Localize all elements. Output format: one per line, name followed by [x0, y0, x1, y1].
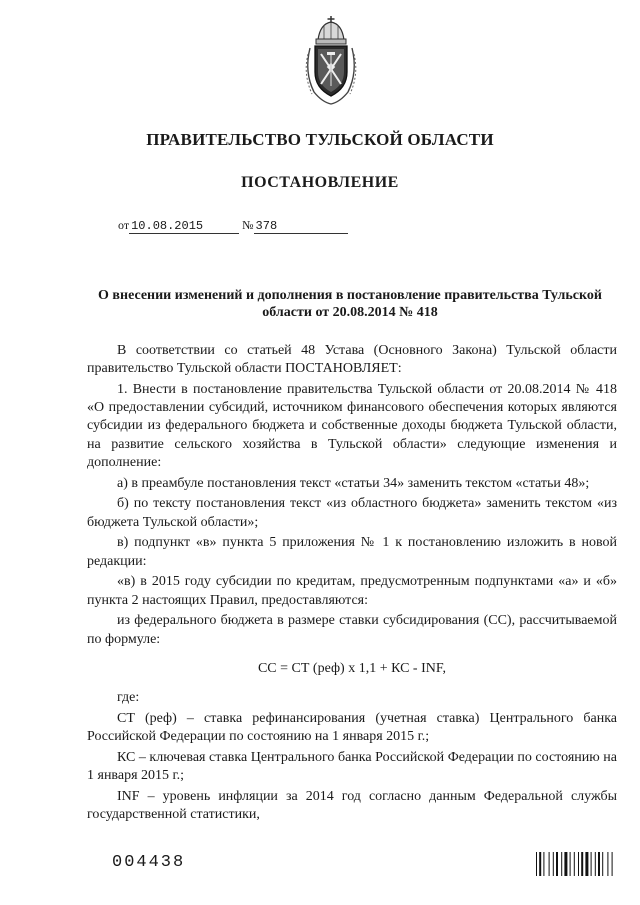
barcode-icon	[536, 852, 622, 876]
paragraph: СТ (реф) – ставка рефинансирования (учетная ставка) Центрального банка Российской Федерации по состоянию на 1 января 2015 г.;	[87, 710, 617, 745]
paragraph: б) по тексту постановления текст «из областного бюджета» заменить текстом «из бюджета Тульской области»;	[87, 496, 617, 530]
government-title: ПРАВИТЕЛЬСТВО ТУЛЬСКОЙ ОБЛАСТИ	[146, 130, 494, 149]
serial-number: 004438	[112, 853, 186, 872]
paragraph: из федерального бюджета в размере ставки субсидирования (СС), рассчитываемой по формуле:	[87, 613, 617, 647]
number-prefix: №	[242, 218, 254, 232]
paragraph: а) в преамбуле постановления текст «статьи 34» заменить текстом «статьи 48»;	[117, 475, 590, 491]
decree-subject: О внесении изменений и дополнения в постановление правительства Тульской области от 20.08.2014 № 418	[98, 288, 602, 320]
paragraph: INF – уровень инфляции за 2014 год согласно данным Федеральной службы государственной статистики,	[87, 788, 617, 823]
paragraph: где:	[117, 690, 140, 706]
paragraph: «в) в 2015 году субсидии по кредитам, предусмотренным подпунктами «а» и «б» пункта 2 настоящих Правил, предоставляются:	[87, 574, 617, 608]
paragraph: В соответствии со статьей 48 Устава (Основного Закона) Тульской области правительство Тульской области ПОСТАНОВЛЯЕТ:	[87, 343, 617, 377]
document-type: ПОСТАНОВЛЕНИЕ	[241, 174, 399, 191]
decree-number: 378	[254, 220, 348, 234]
tula-coat-of-arms-icon	[300, 14, 362, 106]
paragraph: 1. Внести в постановление правительства Тульской области от 20.08.2014 № 418 «О предоставлении субсидий, источником финансового обеспечения которых являются субсидии из федерального бюджета и собственные доходы бюджета Тульской области, на развитие сельского хозяйства в Тульской области» следующие изменения и дополнение:	[87, 382, 617, 470]
date-prefix: от	[118, 218, 130, 232]
paragraph: в) подпункт «в» пункта 5 приложения № 1 к постановлению изложить в новой редакции:	[87, 535, 617, 569]
date-and-number-line	[118, 218, 348, 234]
decree-date: 10.08.2015	[129, 220, 239, 234]
formula: СС = СТ (реф) х 1,1 + КС - INF,	[257, 660, 447, 676]
decree-body	[87, 342, 617, 827]
paragraph: КС – ключевая ставка Центрального банка Российской Федерации по состоянию на 1 января 2015 г.;	[87, 749, 617, 784]
